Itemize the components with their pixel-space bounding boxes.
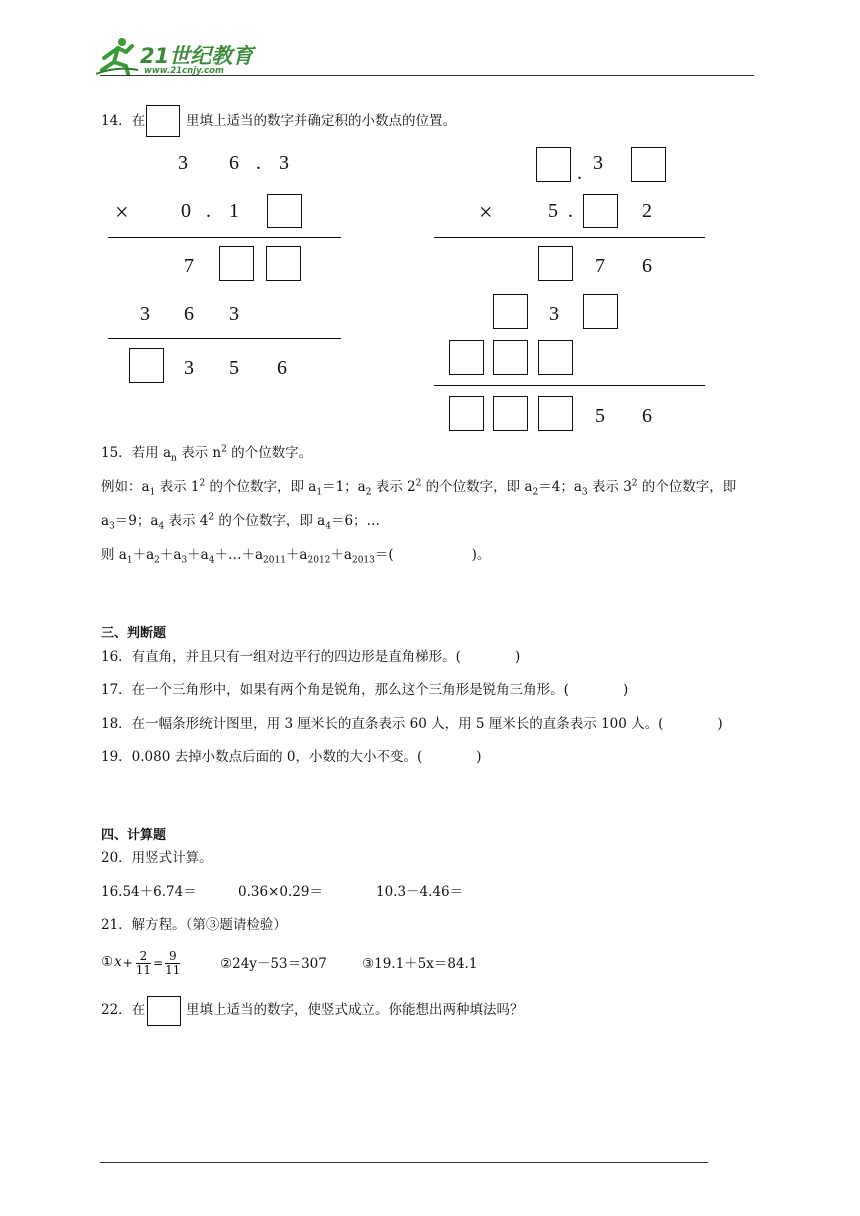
decimal-point: . <box>577 162 582 184</box>
digit: 7 <box>595 255 605 277</box>
q20-item-2: 0.36×0.29＝ <box>238 884 323 900</box>
answer-box[interactable] <box>583 194 618 228</box>
digit: 6 <box>229 152 239 174</box>
answer-box[interactable] <box>267 194 302 228</box>
digit: 3 <box>549 303 559 325</box>
times-sign: × <box>479 200 493 226</box>
section3-title: 三、判断题 <box>101 626 167 641</box>
q20-item-1: 16.54＋6.74＝ <box>101 884 197 900</box>
q14-inline-box[interactable] <box>146 105 180 137</box>
answer-box[interactable] <box>631 147 666 182</box>
digit: 3 <box>184 357 194 379</box>
q22-prompt-rest: 里填上适当的数字，使竖式成立。你能想出两种填法吗？ <box>186 1002 524 1018</box>
runner-logo-icon <box>96 36 138 76</box>
rule-line <box>108 338 341 339</box>
answer-box[interactable] <box>493 396 528 431</box>
header-logo <box>96 36 266 78</box>
digit: 2 <box>642 200 652 222</box>
logo-url: www.21cnjy.com <box>144 66 224 76</box>
logo-text: 21世纪教育 <box>140 44 254 68</box>
q21-eq3: ③19.1＋5x＝84.1 <box>362 956 478 972</box>
decimal-point: . <box>256 152 261 174</box>
q15-line2: 例如：$a_1$ 表示 $1^2$ 的个位数字，即 $a_1=1$；$a_2$ 表示 $2^2$ 的个位数字，即 $a_2=4$；$a_3$ 表示 $3^2$ 的个位数字，即 <box>101 478 737 498</box>
q15-line1: 15．若用 $a_n$ 表示 $n^2$ 的个位数字。 <box>101 444 313 464</box>
answer-box[interactable] <box>219 246 254 281</box>
answer-box[interactable] <box>583 294 618 329</box>
answer-box[interactable] <box>538 340 573 375</box>
rule-line <box>108 237 341 238</box>
answer-box[interactable] <box>449 340 484 375</box>
fraction: $\frac{9}{11}$ <box>165 948 181 977</box>
decimal-point: . <box>206 200 211 222</box>
fraction: $\frac{2}{11}$ <box>135 948 152 977</box>
digit: 6 <box>642 405 652 427</box>
digit: 3 <box>178 152 188 174</box>
answer-box[interactable] <box>266 246 301 281</box>
q15-line4: 则 $a_1+a_2+a_3+a_4+\dots+a_{2011}+a_{2012}+a_{2013}=$( )。 <box>101 547 491 566</box>
answer-box[interactable] <box>538 396 573 431</box>
answer-box[interactable] <box>493 340 528 375</box>
q14-prompt: 14．在 <box>101 113 146 129</box>
q18: 18．在一幅条形统计图里，用 3 厘米长的直条表示 60 人，用 5 厘米长的直条表示 100 人。( ) <box>101 716 723 732</box>
answer-box[interactable] <box>493 294 528 329</box>
q15-line3: $a_3=9$；$a_4$ 表示 $4^2$ 的个位数字，即 $a_4=6$；… <box>101 512 381 532</box>
digit: 3 <box>279 152 289 174</box>
footer-rule <box>100 1162 708 1163</box>
q22-prompt: 22．在 <box>101 1002 146 1018</box>
answer-box[interactable] <box>129 348 164 383</box>
header-rule <box>100 75 754 76</box>
digit: 6 <box>184 303 194 325</box>
q21-eq2: ②24y－53＝307 <box>220 956 327 972</box>
digit: 3 <box>593 152 603 174</box>
decimal-point: . <box>568 200 573 222</box>
rule-line <box>434 385 705 386</box>
answer-box[interactable] <box>449 396 484 431</box>
digit: 3 <box>140 303 150 325</box>
q19: 19．0.080 去掉小数点后面的 0，小数的大小不变。( ) <box>101 749 482 765</box>
rule-line <box>434 237 705 238</box>
digit: 1 <box>229 200 239 222</box>
times-sign: × <box>115 200 129 226</box>
answer-box[interactable] <box>538 246 573 281</box>
q22-inline-box[interactable] <box>147 996 181 1026</box>
digit: 3 <box>229 303 239 325</box>
digit: 6 <box>277 357 287 379</box>
q21-eq1: ① x + $\frac{2}{11}$ = $\frac{9}{11}$ <box>101 948 181 977</box>
digit: 5 <box>595 405 605 427</box>
q14-prompt-rest: 里填上适当的数字并确定积的小数点的位置。 <box>186 113 456 129</box>
digit: 6 <box>642 255 652 277</box>
q16: 16．有直角，并且只有一组对边平行的四边形是直角梯形。( ) <box>101 649 521 665</box>
q20-title: 20．用竖式计算。 <box>101 850 213 866</box>
q20-item-3: 10.3－4.46＝ <box>376 884 464 900</box>
digit: 7 <box>184 255 194 277</box>
answer-box[interactable] <box>536 147 571 182</box>
digit: 0 <box>181 200 191 222</box>
q17: 17．在一个三角形中，如果有两个角是锐角，那么这个三角形是锐角三角形。( ) <box>101 682 629 698</box>
digit: 5 <box>229 357 239 379</box>
section4-title: 四、计算题 <box>101 828 167 843</box>
q21-title: 21．解方程。（第③题请检验） <box>101 917 287 933</box>
digit: 5 <box>548 200 558 222</box>
